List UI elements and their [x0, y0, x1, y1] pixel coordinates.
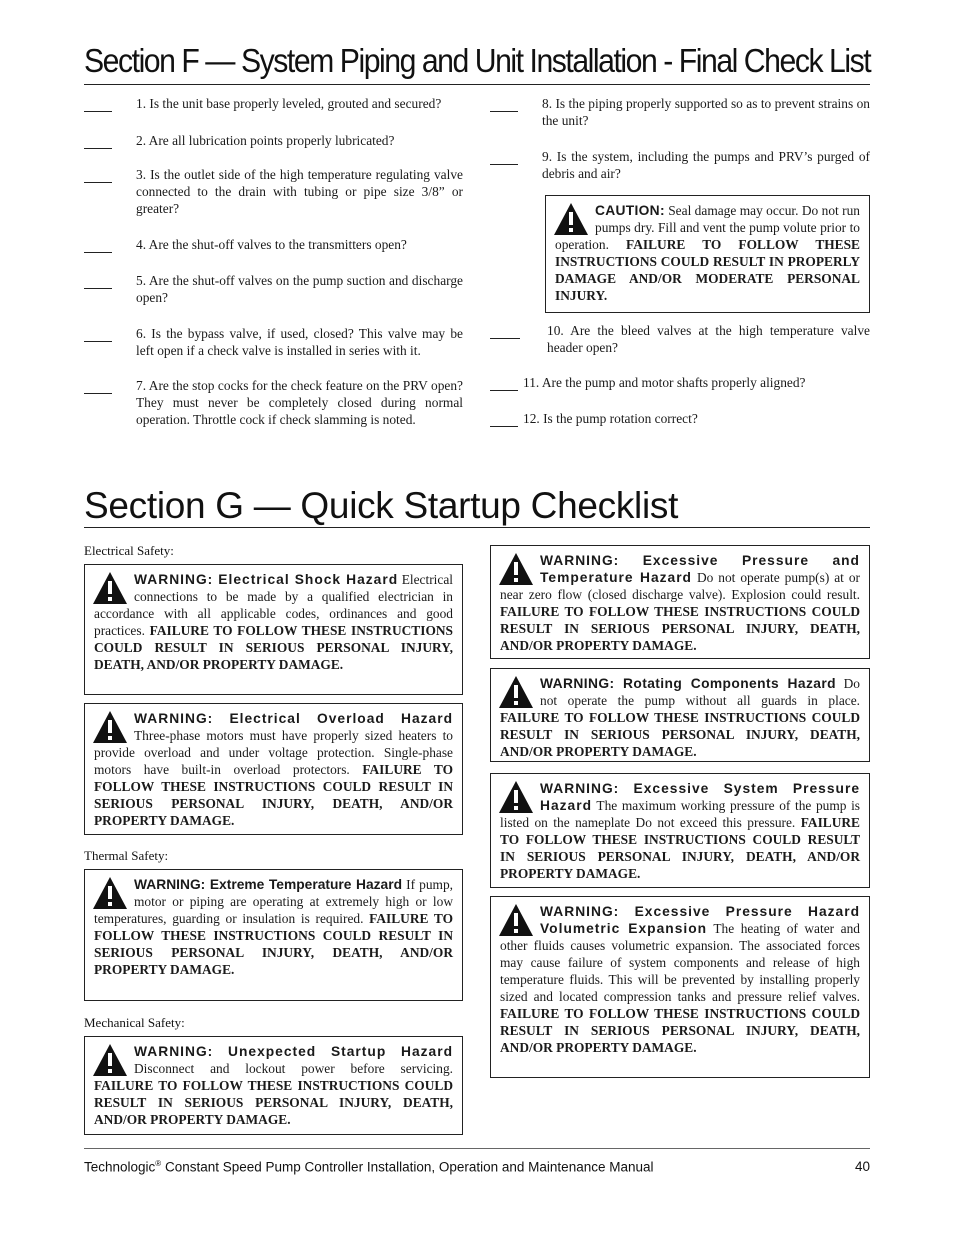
warning-heading: WARNING: Extreme Temperature Hazard	[134, 877, 403, 892]
thermal-safety-label: Thermal Safety:	[84, 848, 169, 863]
warning-heading: WARNING: Excessive Pressure Hazard Volumetric Expansion	[540, 904, 860, 936]
warning-triangle-icon	[498, 675, 534, 709]
checklist-item	[490, 322, 870, 374]
check-blank[interactable]	[84, 166, 112, 183]
electrical-safety-label: Electrical Safety:	[84, 543, 174, 558]
warning-triangle-icon	[498, 780, 534, 814]
checklist-item	[84, 236, 463, 272]
warning-failure-text: FAILURE TO FOLLOW THESE INSTRUCTIONS COULD RESULT IN SERIOUS PERSONAL INJURY, DEATH, AND/OR PROPERTY DAMAGE.	[94, 762, 453, 828]
warning-electrical-shock	[84, 564, 463, 695]
checklist-item	[84, 272, 463, 325]
mechanical-safety-label: Mechanical Safety:	[84, 1015, 185, 1030]
check-blank[interactable]	[84, 272, 112, 289]
caution-heading: CAUTION:	[595, 203, 665, 218]
warning-extreme-temperature	[84, 869, 463, 1001]
checklist-left-column	[84, 95, 463, 447]
check-blank[interactable]	[490, 148, 518, 165]
warning-heading: WARNING: Unexpected Startup Hazard	[134, 1044, 453, 1059]
warning-rotating-components	[490, 668, 870, 762]
warning-unexpected-startup	[84, 1036, 463, 1135]
warning-triangle-icon	[498, 903, 534, 937]
checklist-item	[84, 377, 463, 447]
warning-body: If pump, motor or piping are operating at extremely high or low temperatures, guarding or insulation is required.	[94, 877, 453, 926]
footer-divider	[84, 1148, 870, 1149]
checklist-right-column-continued	[490, 322, 870, 430]
check-blank[interactable]	[490, 95, 518, 112]
check-blank[interactable]	[84, 236, 112, 253]
warning-failure-text: FAILURE TO FOLLOW THESE INSTRUCTIONS COULD RESULT IN SERIOUS PERSONAL INJURY, DEATH, AND/OR PROPERTY DAMAGE.	[94, 911, 454, 977]
checklist-item	[84, 95, 463, 132]
check-blank[interactable]	[84, 377, 112, 394]
footer-text: Constant Speed Pump Controller Installation, Operation and Maintenance Manual	[161, 1159, 654, 1175]
warning-body: Three-phase motors must have properly sized heaters to provide overload and under voltage protection. Single-phase motors have built-in overload protectors.	[94, 728, 453, 777]
warning-excessive-system-pressure	[490, 773, 870, 888]
checklist-item-text: 3. Is the outlet side of the high temperature regulating valve connected to the drain with tubing or pipe size 3/8” or greater?	[136, 167, 463, 216]
checklist-item-text: 9. Is the system, including the pumps and PRV’s purged of debris and air?	[542, 149, 870, 181]
warning-failure-text: FAILURE TO FOLLOW THESE INSTRUCTIONS COULD RESULT IN SERIOUS PERSONAL INJURY, DEATH, AND/OR PROPERTY DAMAGE.	[500, 604, 860, 653]
checklist-item-text: 1. Is the unit base properly leveled, grouted and secured?	[136, 96, 442, 111]
warning-triangle-icon	[498, 552, 534, 586]
footer-brand: Technologic	[84, 1159, 156, 1175]
warning-electrical-overload	[84, 703, 463, 835]
checklist-item-text: 10. Are the bleed valves at the high temperature valve header open?	[547, 323, 870, 355]
warning-body: Disconnect and lockout power before servicing.	[134, 1061, 453, 1076]
registered-mark: ®	[155, 1159, 162, 1168]
caution-box	[545, 195, 870, 313]
warning-volumetric-expansion	[490, 896, 870, 1078]
check-blank[interactable]	[84, 132, 112, 149]
warning-excessive-pressure-temperature	[490, 545, 870, 659]
checklist-item-text: 7. Are the stop cocks for the check feature on the PRV open? They must never be completely closed during normal operation. Throttle cock if check slamming is noted.	[136, 378, 463, 427]
checklist-item-text: 11. Are the pump and motor shafts properly aligned?	[523, 375, 806, 390]
section-f-title: Section F — System Piping and Unit Installation - Final Check List	[84, 44, 870, 85]
warning-heading: WARNING: Excessive Pressure and Temperature Hazard	[540, 553, 860, 585]
page-number: 40	[854, 1159, 870, 1174]
checklist-item-text: 12. Is the pump rotation correct?	[523, 411, 698, 426]
warning-heading: WARNING: Electrical Shock Hazard	[134, 572, 399, 587]
checklist-item-text: 6. Is the bypass valve, if used, closed? This valve may be left open if a check valve is installed in series with it.	[136, 326, 463, 358]
checklist-item-text: 2. Are all lubrication points properly lubricated?	[136, 133, 395, 148]
checklist-item-text: 4. Are the shut-off valves to the transmitters open?	[136, 237, 407, 252]
checklist-item	[84, 132, 463, 166]
warning-body: Electrical connections to be made by a qualified electrician in accordance with all applicable codes, ordinances and good practices.	[94, 572, 453, 638]
warning-failure-text: FAILURE TO FOLLOW THESE INSTRUCTIONS COULD RESULT IN SERIOUS PERSONAL INJURY, DEATH, AND/OR PROPERTY DAMAGE.	[500, 710, 860, 759]
caution-body: Seal damage may occur. Do not run pumps dry. Fill and vent the pump volute prior to operation.	[555, 203, 860, 252]
warning-failure-text: FAILURE TO FOLLOW THESE INSTRUCTIONS COULD RESULT IN SERIOUS PERSONAL INJURY, DEATH, AND/OR PROPERTY DAMAGE.	[500, 815, 860, 881]
warning-triangle-icon	[92, 876, 128, 910]
warning-heading: WARNING: Rotating Components Hazard	[540, 676, 836, 691]
warning-heading: WARNING: Excessive System Pressure Hazard	[540, 781, 860, 813]
warning-triangle-icon	[92, 710, 128, 744]
check-blank[interactable]	[490, 374, 518, 391]
warning-body: The heating of water and other fluids causes volumetric expansion. The associated forces may cause failure of system components and release of high temperature fluids. This will be prevented by installing properly sized and located compression tanks and pressure relief valves.	[500, 921, 860, 1004]
section-g-title: Section G — Quick Startup Checklist	[84, 487, 870, 528]
warning-heading: WARNING: Electrical Overload Hazard	[134, 711, 453, 726]
warning-triangle-icon	[92, 1043, 128, 1077]
check-blank[interactable]	[84, 325, 112, 342]
warning-triangle-icon	[553, 202, 589, 236]
check-blank[interactable]	[84, 95, 112, 112]
caution-failure-text: FAILURE TO FOLLOW THESE INSTRUCTIONS COULD RESULT IN PROPERLY DAMAGE AND/OR MODERATE PERSONAL INJURY.	[555, 237, 860, 303]
checklist-item-text: 8. Is the piping properly supported so as to prevent strains on the unit?	[542, 96, 870, 128]
checklist-item-text: 5. Are the shut-off valves on the pump suction and discharge open?	[136, 273, 463, 305]
footer-manual-title	[84, 1159, 654, 1175]
warning-body: The maximum working pressure of the pump is listed on the nameplate Do not exceed this pressure.	[500, 798, 860, 830]
warning-triangle-icon	[92, 571, 128, 605]
checklist-item	[84, 325, 463, 377]
check-blank[interactable]	[490, 410, 518, 427]
warning-failure-text: FAILURE TO FOLLOW THESE INSTRUCTIONS COULD RESULT IN SERIOUS PERSONAL INJURY, DEATH, AND/OR PROPERTY DAMAGE.	[94, 1078, 453, 1127]
checklist-item	[490, 374, 870, 410]
warning-failure-text: FAILURE TO FOLLOW THESE INSTRUCTIONS COULD RESULT IN SERIOUS PERSONAL INJURY, DEATH, AND/OR PROPERTY DAMAGE.	[500, 1006, 860, 1055]
checklist-item	[490, 95, 870, 148]
checklist-item	[490, 410, 870, 430]
warning-body: Do not operate the pump without all guards in place.	[540, 676, 860, 708]
warning-failure-text: FAILURE TO FOLLOW THESE INSTRUCTIONS COULD RESULT IN SERIOUS PERSONAL INJURY, DEATH, AND/OR PROPERTY DAMAGE.	[94, 623, 453, 672]
check-blank[interactable]	[490, 322, 520, 339]
warning-body: Do not operate pump(s) at or near zero flow (closed discharge valve). Explosion could result.	[500, 570, 861, 602]
checklist-item	[84, 166, 463, 236]
